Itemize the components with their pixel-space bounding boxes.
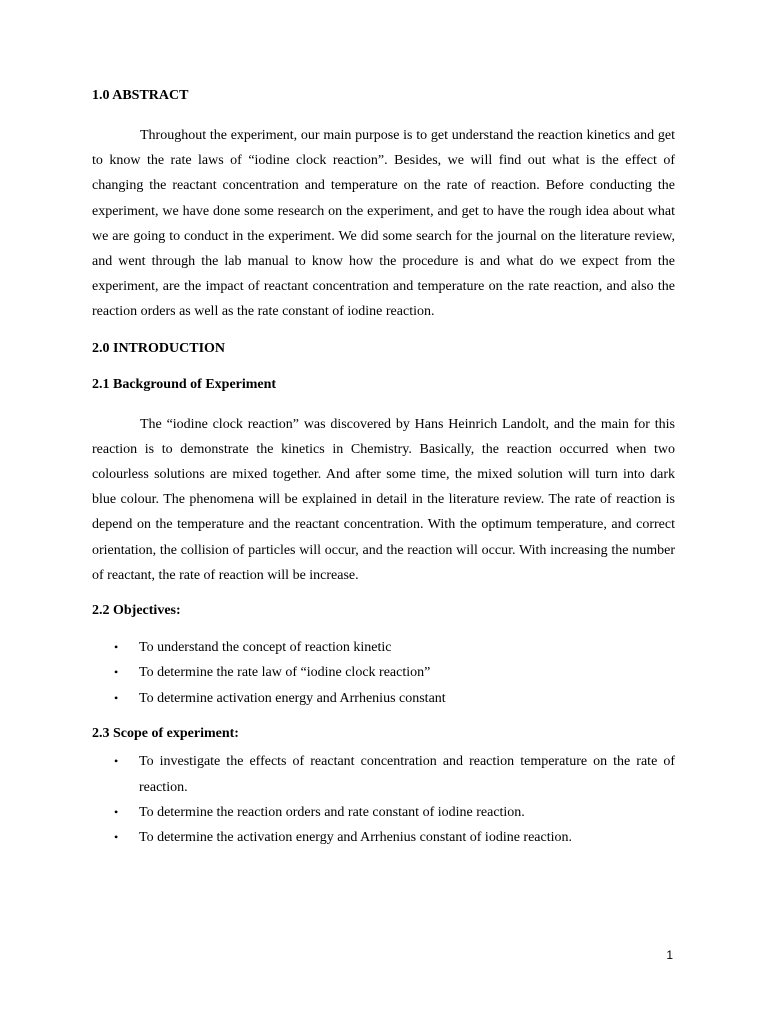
- list-item: [92, 635, 675, 660]
- list-item: [92, 825, 675, 850]
- abstract-heading: 1.0 ABSTRACT: [92, 88, 189, 103]
- objective-text: To understand the concept of reaction kinetic: [139, 640, 392, 656]
- document-page: [92, 86, 675, 851]
- objectives-list: [92, 635, 675, 711]
- bullet-icon: •: [114, 665, 119, 680]
- abstract-paragraph: Throughout the experiment, our main purpose is to get understand the reaction kinetics and get to know the rate laws of “iodine clock reaction”. Besides, we will find out what is the effect of changing the reactant concentration and temperature on the rate of reaction. Before conducting the experiment, we have done some research on the experiment, and get to have the rough idea about what we are going to conduct in the experiment. We did some search for the journal on the literature review, and went through the lab manual to know how the procedure is and what do we expect from the experiment, are the impact of reactant concentration and temperature on the rate reaction, and also the reaction orders as well as the rate constant of iodine reaction.: [92, 128, 675, 320]
- objectives-heading: 2.2 Objectives:: [92, 603, 181, 619]
- list-item: [92, 800, 675, 825]
- scope-text: To determine the reaction orders and rate constant of iodine reaction.: [139, 805, 525, 821]
- scope-text: To investigate the effects of reactant concentration and reaction temperature on the rate of reaction.: [139, 754, 675, 795]
- list-item: [92, 686, 675, 711]
- page-number: 1: [666, 948, 673, 962]
- bullet-icon: •: [114, 830, 119, 845]
- objective-text: To determine activation energy and Arrhenius constant: [139, 690, 446, 706]
- objective-text: To determine the rate law of “iodine clock reaction”: [139, 665, 431, 681]
- scope-list: [92, 749, 675, 851]
- scope-heading: 2.3 Scope of experiment:: [92, 726, 239, 742]
- background-heading: 2.1 Background of Experiment: [92, 376, 277, 392]
- list-item: [92, 749, 675, 800]
- introduction-heading: 2.0 INTRODUCTION: [92, 340, 226, 356]
- bullet-icon: •: [114, 754, 119, 769]
- bullet-icon: •: [114, 690, 119, 705]
- list-item: [92, 660, 675, 685]
- bullet-icon: •: [114, 805, 119, 820]
- bullet-icon: •: [114, 640, 119, 655]
- background-paragraph: The “iodine clock reaction” was discovered by Hans Heinrich Landolt, and the main for this reaction is to demonstrate the kinetics in Chemistry. Basically, the reaction occurred when two colourless solutions are mixed together. And after some time, the mixed solution will turn into dark blue colour. The phenomena will be explained in detail in the literature review. The rate of reaction is depend on the temperature and the reactant concentration. With the optimum temperature, and correct orientation, the collision of particles will occur, and the reaction will occur. With increasing the number of reactant, the rate of reaction will be increase.: [92, 416, 675, 583]
- scope-text: To determine the activation energy and Arrhenius constant of iodine reaction.: [139, 830, 573, 846]
